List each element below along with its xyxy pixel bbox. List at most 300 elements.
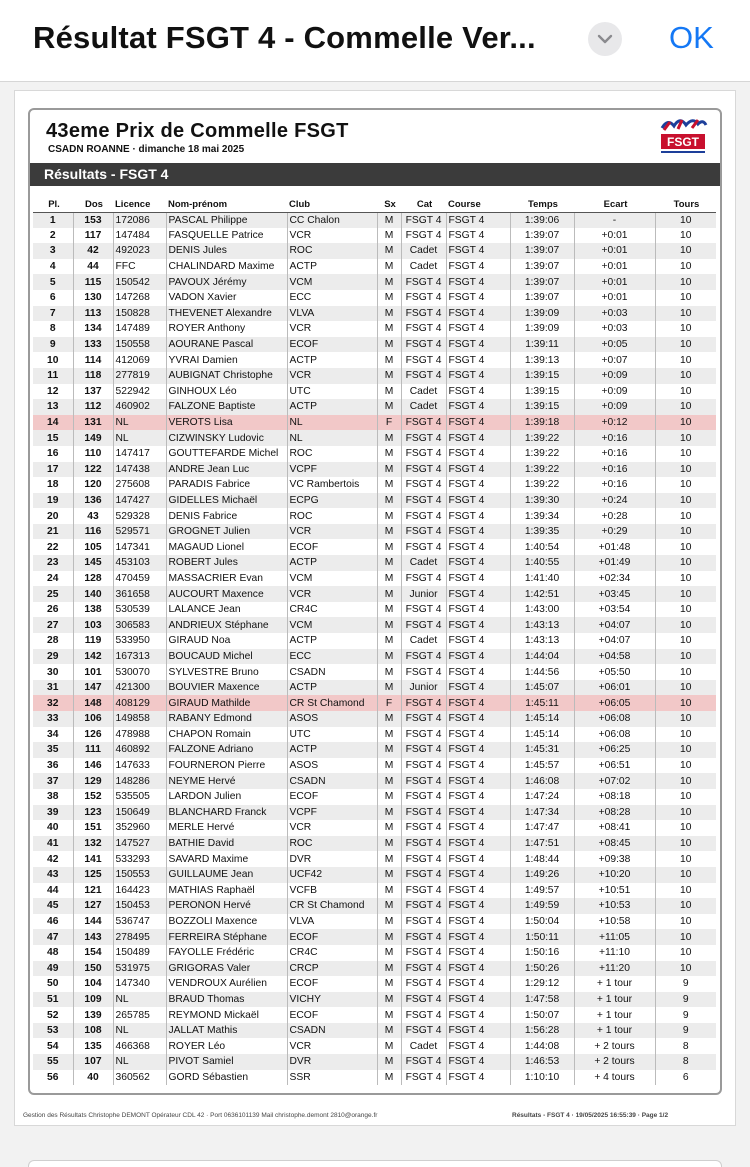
table-cell: 1:44:56 xyxy=(510,664,574,680)
table-cell: FSGT 4 xyxy=(401,337,446,353)
table-cell: 412069 xyxy=(113,352,166,368)
table-cell: 10 xyxy=(655,321,716,337)
table-cell: +01:49 xyxy=(574,555,655,571)
table-cell: 164423 xyxy=(113,883,166,899)
table-cell: M xyxy=(377,539,401,555)
table-cell: M xyxy=(377,883,401,899)
table-cell: FSGT 4 xyxy=(446,727,510,743)
table-cell: 53 xyxy=(33,1023,73,1039)
table-cell: M xyxy=(377,259,401,275)
table-cell: 1:39:07 xyxy=(510,228,574,244)
table-cell: 129 xyxy=(73,773,113,789)
table-cell: 146 xyxy=(73,758,113,774)
table-cell: 36 xyxy=(47,760,59,772)
table-cell: 10 xyxy=(655,352,716,368)
table-cell: F xyxy=(377,695,401,711)
table-cell: 9 xyxy=(655,1023,716,1039)
table-cell: 133 xyxy=(73,337,113,353)
table-cell: 408129 xyxy=(113,695,166,711)
table-cell: ECOF xyxy=(287,976,377,992)
table-cell: +03:45 xyxy=(574,586,655,602)
table-cell: M xyxy=(377,929,401,945)
table-cell: ECOF xyxy=(287,539,377,555)
table-cell: ECOF xyxy=(287,789,377,805)
table-cell: +04:07 xyxy=(574,633,655,649)
table-cell: FSGT 4 xyxy=(401,867,446,883)
table-cell: FSGT 4 xyxy=(446,992,510,1008)
table-cell: VCR xyxy=(287,586,377,602)
table-cell: FSGT 4 xyxy=(401,274,446,290)
table-cell: M xyxy=(377,727,401,743)
table-cell: ACTP xyxy=(287,555,377,571)
table-cell: 18 xyxy=(47,479,59,491)
table-cell: NL xyxy=(113,1054,166,1070)
table-cell: 147340 xyxy=(113,976,166,992)
table-cell: M xyxy=(377,462,401,478)
table-cell: M xyxy=(377,805,401,821)
table-cell: 10 xyxy=(655,883,716,899)
table-cell: 47 xyxy=(33,929,73,945)
table-cell: 277819 xyxy=(113,368,166,384)
table-cell: 150828 xyxy=(113,306,166,322)
table-cell: GROGNET Julien xyxy=(166,524,287,540)
table-cell: LARDON Julien xyxy=(166,789,287,805)
table-cell: 10 xyxy=(655,306,716,322)
table-cell: 128 xyxy=(73,571,113,587)
column-header: Temps xyxy=(510,198,574,212)
table-cell: CHALINDARD Maxime xyxy=(166,259,287,275)
table-cell: 147484 xyxy=(113,228,166,244)
table-cell: FSGT 4 xyxy=(401,789,446,805)
table-cell: FASQUELLE Patrice xyxy=(166,228,287,244)
table-cell: ECC xyxy=(287,290,377,306)
table-cell: M xyxy=(377,1023,401,1039)
table-cell: ASOS xyxy=(287,758,377,774)
table-cell: M xyxy=(377,477,401,493)
table-cell: 10 xyxy=(655,851,716,867)
table-cell: Cadet xyxy=(401,399,446,415)
table-cell: +0:09 xyxy=(574,399,655,415)
table-cell: 44 xyxy=(73,259,113,275)
table-cell: +08:28 xyxy=(574,805,655,821)
table-cell: 1:39:18 xyxy=(510,415,574,431)
table-cell: 147527 xyxy=(113,836,166,852)
table-cell: 10 xyxy=(655,680,716,696)
table-cell: M xyxy=(377,493,401,509)
table-cell: Cadet xyxy=(401,384,446,400)
table-cell: 24 xyxy=(47,572,59,584)
table-cell: Cadet xyxy=(401,259,446,275)
table-cell: +11:10 xyxy=(574,945,655,961)
table-cell: MERLE Hervé xyxy=(166,820,287,836)
table-cell: +06:01 xyxy=(574,680,655,696)
table-cell: FSGT 4 xyxy=(446,555,510,571)
table-cell: 1:39:06 xyxy=(510,212,574,228)
table-cell: +0:16 xyxy=(574,430,655,446)
table-cell: ECOF xyxy=(287,1007,377,1023)
table-cell: M xyxy=(377,321,401,337)
table-cell: FSGT 4 xyxy=(401,961,446,977)
table-cell: FSGT 4 xyxy=(401,228,446,244)
table-cell: VENDROUX Aurélien xyxy=(166,976,287,992)
table-cell: FSGT 4 xyxy=(401,742,446,758)
table-cell: 421300 xyxy=(113,680,166,696)
table-cell: FSGT 4 xyxy=(401,477,446,493)
table-cell: 275608 xyxy=(113,477,166,493)
table-cell: M xyxy=(377,1054,401,1070)
table-cell: 120 xyxy=(73,477,113,493)
table-cell: FSGT 4 xyxy=(446,384,510,400)
table-cell: 1:50:26 xyxy=(510,961,574,977)
results-sheet xyxy=(28,108,722,1095)
table-cell: 1:40:54 xyxy=(510,539,574,555)
table-cell: 522942 xyxy=(113,384,166,400)
table-cell: +10:58 xyxy=(574,914,655,930)
table-cell: 10 xyxy=(655,898,716,914)
table-cell: 10 xyxy=(655,446,716,462)
table-cell: FSGT 4 xyxy=(446,259,510,275)
table-cell: Cadet xyxy=(401,1038,446,1054)
table-cell: FSGT 4 xyxy=(446,430,510,446)
table-cell: + 4 tours xyxy=(574,1070,655,1086)
table-cell: M xyxy=(377,243,401,259)
table-cell: FSGT 4 xyxy=(446,929,510,945)
table-cell: BOZZOLI Maxence xyxy=(166,914,287,930)
table-row xyxy=(33,430,716,446)
table-cell: ROC xyxy=(287,508,377,524)
table-cell: FSGT 4 xyxy=(401,851,446,867)
table-row xyxy=(33,446,716,462)
table-cell: GIRAUD Noa xyxy=(166,633,287,649)
next-page-edge xyxy=(28,1160,722,1167)
table-cell: FSGT 4 xyxy=(446,602,510,618)
table-cell: 42 xyxy=(73,243,113,259)
table-cell: 42 xyxy=(47,853,59,865)
table-cell: FSGT 4 xyxy=(446,1054,510,1070)
table-cell: JALLAT Mathis xyxy=(166,1023,287,1039)
table-cell: M xyxy=(377,446,401,462)
table-cell: + 1 tour xyxy=(574,1023,655,1039)
table-cell: 265785 xyxy=(113,1007,166,1023)
table-cell: 1:39:07 xyxy=(510,243,574,259)
table-cell: +0:24 xyxy=(574,493,655,509)
table-cell: 1:42:51 xyxy=(510,586,574,602)
table-cell: 152 xyxy=(73,789,113,805)
table-cell: FSGT 4 xyxy=(446,306,510,322)
table-cell: FSGT 4 xyxy=(446,508,510,524)
table-cell: 530539 xyxy=(113,602,166,618)
table-cell: CR4C xyxy=(287,945,377,961)
table-cell: 478988 xyxy=(113,727,166,743)
column-header: Pl. xyxy=(33,198,73,212)
table-cell: NL xyxy=(113,430,166,446)
table-cell: Cadet xyxy=(401,633,446,649)
table-cell: YVRAI Damien xyxy=(166,352,287,368)
table-cell: 28 xyxy=(47,635,59,647)
table-cell: 147438 xyxy=(113,462,166,478)
table-cell: +04:07 xyxy=(574,617,655,633)
table-cell: 1:39:22 xyxy=(510,462,574,478)
table-cell: +11:20 xyxy=(574,961,655,977)
table-cell: GOUTTEFARDE Michel xyxy=(166,446,287,462)
table-cell: 40 xyxy=(73,1070,113,1086)
table-cell: FSGT 4 xyxy=(401,914,446,930)
table-cell: 8 xyxy=(49,323,56,335)
table-cell: FSGT 4 xyxy=(446,617,510,633)
table-cell: FSGT 4 xyxy=(446,571,510,587)
table-cell: 6 xyxy=(655,1070,716,1086)
table-cell: 9 xyxy=(655,1007,716,1023)
table-cell: M xyxy=(377,961,401,977)
table-row xyxy=(33,742,716,758)
table-cell: ROC xyxy=(287,836,377,852)
table-cell: FSGT 4 xyxy=(446,539,510,555)
table-cell: FSGT 4 xyxy=(446,1007,510,1023)
table-cell: 1:43:00 xyxy=(510,602,574,618)
table-cell: 533293 xyxy=(113,851,166,867)
table-cell: M xyxy=(377,352,401,368)
table-cell: 9 xyxy=(33,337,73,353)
table-cell: 1:44:08 xyxy=(510,1038,574,1054)
table-cell: FSGT 4 xyxy=(446,446,510,462)
table-cell: 1:39:22 xyxy=(510,477,574,493)
results-band: Résultats - FSGT 4 xyxy=(30,163,720,186)
table-cell: MAGAUD Lionel xyxy=(166,539,287,555)
table-cell: 10 xyxy=(655,914,716,930)
table-cell: M xyxy=(377,992,401,1008)
table-cell: UCF42 xyxy=(287,867,377,883)
table-cell: 106 xyxy=(73,711,113,727)
table-cell: 139 xyxy=(73,1007,113,1023)
table-cell: FSGT 4 xyxy=(446,711,510,727)
table-cell: FSGT 4 xyxy=(446,228,510,244)
table-cell: CR4C xyxy=(287,602,377,618)
table-cell: FSGT 4 xyxy=(446,961,510,977)
table-row xyxy=(33,462,716,478)
table-cell: 10 xyxy=(655,555,716,571)
table-cell: FSGT 4 xyxy=(401,368,446,384)
table-row xyxy=(33,306,716,322)
table-cell: 112 xyxy=(73,399,113,415)
table-cell: FSGT 4 xyxy=(401,929,446,945)
table-cell: FSGT 4 xyxy=(446,805,510,821)
table-cell: M xyxy=(377,430,401,446)
table-cell: VADON Xavier xyxy=(166,290,287,306)
table-cell: 43 xyxy=(73,508,113,524)
column-header: Course xyxy=(446,198,510,212)
table-cell: M xyxy=(377,976,401,992)
table-cell: FSGT 4 xyxy=(446,680,510,696)
table-cell: 117 xyxy=(73,228,113,244)
table-cell: FSGT 4 xyxy=(401,430,446,446)
table-cell: M xyxy=(377,306,401,322)
table-cell: 361658 xyxy=(113,586,166,602)
table-cell: 10 xyxy=(655,664,716,680)
table-cell: 147633 xyxy=(113,758,166,774)
table-cell: 10 xyxy=(655,758,716,774)
table-row xyxy=(33,368,716,384)
ok-button[interactable]: OK xyxy=(669,20,714,55)
table-cell: 1:50:11 xyxy=(510,929,574,945)
table-cell: 2 xyxy=(49,229,56,241)
table-cell: 114 xyxy=(73,352,113,368)
table-cell: 122 xyxy=(73,462,113,478)
table-cell: FSGT 4 xyxy=(401,617,446,633)
table-cell: FSGT 4 xyxy=(401,352,446,368)
table-cell: FSGT 4 xyxy=(401,1054,446,1070)
table-cell: 1:47:58 xyxy=(510,992,574,1008)
table-cell: +0:16 xyxy=(574,477,655,493)
table-cell: M xyxy=(377,773,401,789)
footer-credits: Gestion des Résultats Christophe DEMONT Opérateur CDL 42 · Port 0636101139 Mail christophe.demont 2810@orange.fr xyxy=(23,1112,378,1119)
table-cell: 10 xyxy=(655,337,716,353)
table-cell: 1:50:16 xyxy=(510,945,574,961)
table-cell: +06:25 xyxy=(574,742,655,758)
table-cell: FSGT 4 xyxy=(401,462,446,478)
table-cell: +0:09 xyxy=(574,368,655,384)
table-cell: 167313 xyxy=(113,649,166,665)
table-cell: 44 xyxy=(47,884,59,896)
table-cell: DENIS Jules xyxy=(166,243,287,259)
table-row xyxy=(33,539,716,555)
table-cell: FALZONE Baptiste xyxy=(166,399,287,415)
table-cell: 1:45:14 xyxy=(510,727,574,743)
table-cell: 1:39:35 xyxy=(510,524,574,540)
table-cell: FSGT 4 xyxy=(446,867,510,883)
table-cell: 530070 xyxy=(113,664,166,680)
table-cell: VCR xyxy=(287,1038,377,1054)
table-cell: ECPG xyxy=(287,493,377,509)
table-cell: 40 xyxy=(47,822,59,834)
table-cell: 1:47:51 xyxy=(510,836,574,852)
table-cell: BOUCAUD Michel xyxy=(166,649,287,665)
table-cell: 1:39:30 xyxy=(510,493,574,509)
table-cell: FSGT 4 xyxy=(446,212,510,228)
table-cell: +06:08 xyxy=(574,711,655,727)
table-cell: 16 xyxy=(47,448,59,460)
table-cell: 10 xyxy=(655,789,716,805)
table-row xyxy=(33,1023,716,1039)
table-cell: 108 xyxy=(73,1023,113,1039)
table-cell: UTC xyxy=(287,384,377,400)
table-cell: 1:39:13 xyxy=(510,352,574,368)
table-cell: 1:48:44 xyxy=(510,851,574,867)
column-header: Cat xyxy=(401,198,446,212)
column-header: Nom-prénom xyxy=(166,198,287,212)
table-cell: 1:10:10 xyxy=(510,1070,574,1086)
table-cell: +0:07 xyxy=(574,352,655,368)
table-cell: 10 xyxy=(655,290,716,306)
table-cell: M xyxy=(377,274,401,290)
table-cell: ACTP xyxy=(287,399,377,415)
table-row xyxy=(33,929,716,945)
table-row xyxy=(33,805,716,821)
table-cell: SAVARD Maxime xyxy=(166,851,287,867)
table-cell: M xyxy=(377,602,401,618)
table-cell: M xyxy=(377,212,401,228)
table-cell: VC Rambertois xyxy=(287,477,377,493)
table-cell: ANDRIEUX Stéphane xyxy=(166,617,287,633)
table-cell: 10 xyxy=(655,633,716,649)
table-cell: +02:34 xyxy=(574,571,655,587)
table-row xyxy=(33,945,716,961)
table-cell: FSGT 4 xyxy=(401,508,446,524)
table-cell: 142 xyxy=(73,649,113,665)
table-cell: 1:39:22 xyxy=(510,446,574,462)
table-cell: 7 xyxy=(33,306,73,322)
table-row xyxy=(33,773,716,789)
table-cell: FSGT 4 xyxy=(401,493,446,509)
table-cell: 116 xyxy=(73,524,113,540)
table-cell: GUILLAUME Jean xyxy=(166,867,287,883)
table-cell: 37 xyxy=(33,773,73,789)
table-cell: 147268 xyxy=(113,290,166,306)
table-row xyxy=(33,415,716,431)
table-cell: 145 xyxy=(73,555,113,571)
table-cell: 103 xyxy=(73,617,113,633)
table-cell: 113 xyxy=(73,306,113,322)
table-cell: 50 xyxy=(47,978,59,990)
table-cell: FSGT 4 xyxy=(401,602,446,618)
table-row xyxy=(33,992,716,1008)
table-cell: +06:08 xyxy=(574,727,655,743)
table-cell: FSGT 4 xyxy=(446,352,510,368)
table-cell: 13 xyxy=(33,399,73,415)
table-cell: 1:39:07 xyxy=(510,274,574,290)
table-cell: M xyxy=(377,820,401,836)
column-header: Ecart xyxy=(574,198,655,212)
table-cell: 1:45:07 xyxy=(510,680,574,696)
table-row xyxy=(33,758,716,774)
table-cell: 10 xyxy=(655,805,716,821)
table-cell: VLVA xyxy=(287,306,377,322)
table-cell: 151 xyxy=(73,820,113,836)
table-cell: ECOF xyxy=(287,929,377,945)
table-cell: FSGT 4 xyxy=(401,898,446,914)
table-cell: +0:29 xyxy=(574,524,655,540)
table-cell: 1:45:11 xyxy=(510,695,574,711)
table-cell: 1:29:12 xyxy=(510,976,574,992)
table-cell: 14 xyxy=(33,415,73,431)
table-cell: CIZWINSKY Ludovic xyxy=(166,430,287,446)
table-cell: FSGT 4 xyxy=(401,321,446,337)
table-cell: 148 xyxy=(73,695,113,711)
table-cell: M xyxy=(377,555,401,571)
table-cell: 1:47:24 xyxy=(510,789,574,805)
title-menu-button[interactable] xyxy=(588,22,622,56)
table-cell: 10 xyxy=(655,368,716,384)
table-cell: 1:39:07 xyxy=(510,290,574,306)
table-cell: 10 xyxy=(655,228,716,244)
table-cell: + 2 tours xyxy=(574,1038,655,1054)
table-row xyxy=(33,337,716,353)
table-cell: M xyxy=(377,898,401,914)
table-row xyxy=(33,524,716,540)
table-row xyxy=(33,1070,716,1086)
table-row xyxy=(33,274,716,290)
table-cell: 149 xyxy=(73,430,113,446)
table-cell: 52 xyxy=(47,1009,59,1021)
table-cell: M xyxy=(377,1007,401,1023)
table-cell: FSGT 4 xyxy=(446,695,510,711)
table-cell: +05:50 xyxy=(574,664,655,680)
table-cell: CR St Chamond xyxy=(287,695,377,711)
table-cell: +0:03 xyxy=(574,321,655,337)
column-header: Dos xyxy=(73,198,113,212)
table-cell: NL xyxy=(113,415,166,431)
table-cell: GIRAUD Mathilde xyxy=(166,695,287,711)
table-cell: VCPF xyxy=(287,805,377,821)
